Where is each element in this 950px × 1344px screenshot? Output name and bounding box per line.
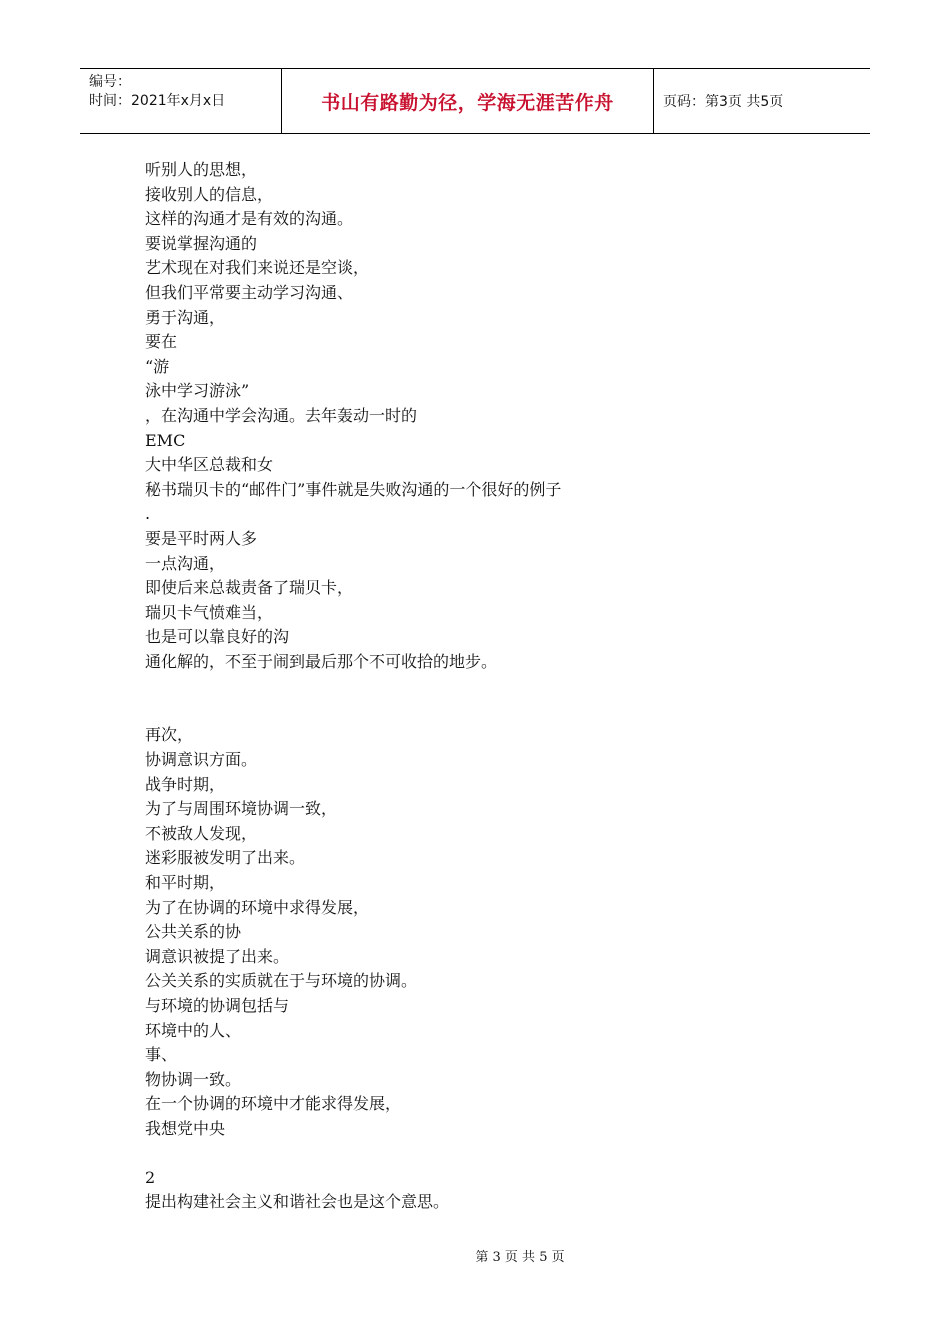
date-label: 时间：2021年x月x日 bbox=[89, 93, 226, 109]
text-line: 事、 bbox=[145, 1045, 178, 1065]
text-line: 在一个协调的环境中才能求得发展， bbox=[145, 1094, 402, 1114]
text-line: 环境中的人、 bbox=[145, 1020, 242, 1040]
text-line: 也是可以靠良好的沟 bbox=[145, 627, 290, 647]
text-line: 要说掌握沟通的 bbox=[145, 233, 258, 253]
text-line: 要是平时两人多 bbox=[145, 528, 258, 548]
text-line: 一点沟通， bbox=[145, 553, 226, 573]
text-line: 与环境的协调包括与 bbox=[145, 996, 290, 1015]
document-body bbox=[145, 158, 785, 1215]
text-line: 要在 bbox=[145, 332, 178, 352]
text-line: 不被敌人发现， bbox=[145, 823, 258, 843]
text-line: 但我们平常要主动学习沟通、 bbox=[145, 282, 354, 302]
text-line: 调意识被提了出来。 bbox=[145, 946, 290, 966]
text-line: 接收别人的信息， bbox=[145, 184, 274, 204]
paragraph-coordination bbox=[145, 723, 785, 1141]
text-line: 泳中学习游泳” bbox=[145, 381, 250, 401]
text-line: 这样的沟通才是有效的沟通。 bbox=[145, 209, 354, 229]
text-line: . bbox=[145, 504, 151, 524]
text-line: 艺术现在对我们来说还是空谈， bbox=[145, 258, 370, 278]
serial-label: 编号： bbox=[89, 74, 131, 90]
text-line: 2 bbox=[145, 1167, 156, 1187]
text-line: 协调意识方面。 bbox=[145, 750, 258, 770]
paragraph-gap bbox=[145, 674, 785, 723]
text-line: 为了与周围环境协调一致， bbox=[145, 799, 338, 819]
paragraph-harmony bbox=[145, 1166, 785, 1215]
text-line: 勇于沟通， bbox=[145, 307, 226, 327]
text-line: 为了在协调的环境中求得发展， bbox=[145, 897, 370, 917]
paragraph-gap bbox=[145, 1142, 785, 1166]
text-line: 战争时期， bbox=[145, 774, 226, 794]
text-line: 再次， bbox=[145, 725, 194, 745]
text-line: ，在沟通中学会沟通。去年轰动一时的 bbox=[145, 405, 418, 425]
text-line: 瑞贝卡气愤难当， bbox=[145, 602, 274, 622]
text-line: 和平时期， bbox=[145, 873, 226, 893]
paragraph-communication bbox=[145, 158, 785, 674]
text-line: 迷彩服被发明了出来。 bbox=[145, 848, 306, 868]
text-line: 听别人的思想， bbox=[145, 160, 258, 179]
header-meta bbox=[80, 69, 282, 133]
header-page-label: 页码：第3页 共5页 bbox=[663, 94, 784, 110]
text-line: EMC bbox=[145, 430, 186, 450]
text-line: 通化解的，不至于闹到最后那个不可收拾的地步。 bbox=[145, 651, 498, 671]
text-line: 物协调一致。 bbox=[145, 1069, 242, 1089]
header-motto: 书山有路勤为径，学海无涯苦作舟 bbox=[282, 69, 654, 133]
text-line: 大中华区总裁和女 bbox=[145, 455, 274, 475]
text-line: 公共关系的协 bbox=[145, 922, 242, 942]
text-line: “游 bbox=[145, 356, 170, 376]
document-header bbox=[80, 68, 870, 134]
text-line: 即使后来总裁责备了瑞贝卡， bbox=[145, 578, 354, 598]
text-line: 秘书瑞贝卡的“邮件门”事件就是失败沟通的一个很好的例子 bbox=[145, 479, 562, 499]
text-line: 提出构建社会主义和谐社会也是这个意思。 bbox=[145, 1192, 450, 1212]
text-line: 我想党中央 bbox=[145, 1118, 226, 1138]
page-footer: 第 3 页 共 5 页 bbox=[475, 1250, 565, 1265]
text-line: 公关关系的实质就在于与环境的协调。 bbox=[145, 971, 418, 991]
